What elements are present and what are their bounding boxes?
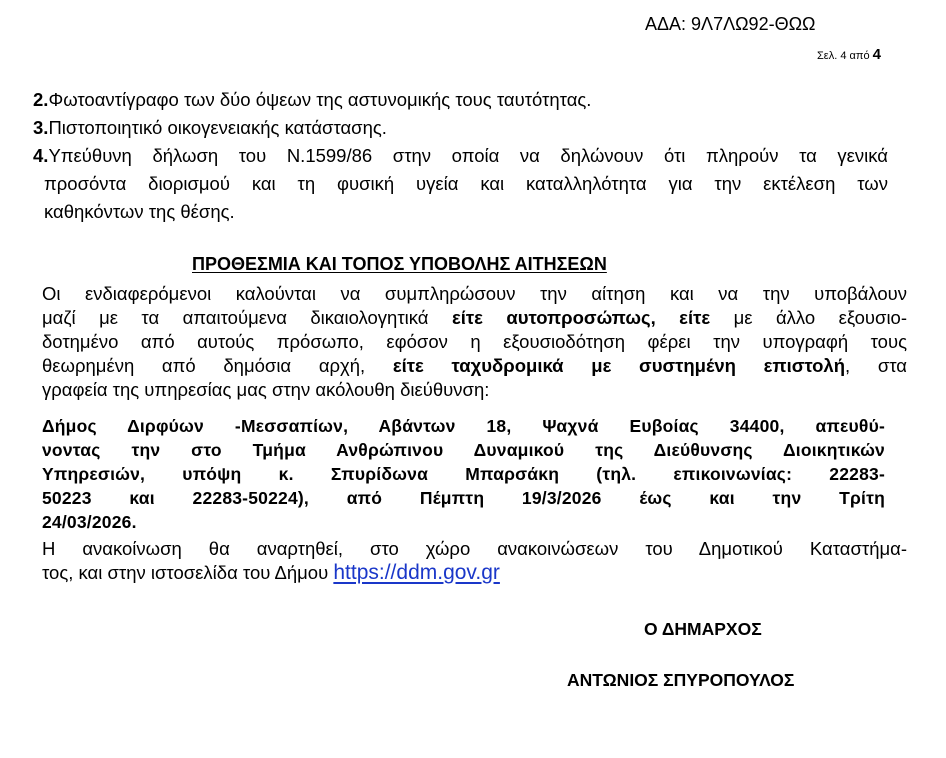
announcement-line: Η ανακοίνωση θα αναρτηθεί, στο χώρο ανακοινώσεων του Δημοτικού Καταστήμα- [42, 538, 907, 559]
submission-text: με άλλο εξουσιο- [710, 307, 908, 328]
municipality-website-link[interactable]: https://ddm.gov.gr [333, 561, 500, 584]
announcement-line [42, 561, 907, 585]
requirement-text: Φωτοαντίγραφο των δύο όψεων της αστυνομικής τους ταυτότητας. [48, 89, 592, 110]
page-number [817, 46, 881, 63]
address-line: νοντας την στο Τμήμα Ανθρώπινου Δυναμικού της Διεύθυνσης Διοικητικών [42, 440, 885, 460]
submission-line [42, 354, 907, 378]
section-heading: ΠΡΟΘΕΣΜΙΑ ΚΑΙ ΤΟΠΟΣ ΥΠΟΒΟΛΗΣ ΑΙΤΗΣΕΩΝ [192, 254, 607, 274]
submission-text: θεωρημένη από δημόσια αρχή, [42, 355, 393, 376]
requirement-text-line: καθηκόντων της θέσης. [44, 201, 235, 222]
page-label: Σελ. 4 από [817, 50, 873, 62]
requirement-text: Υπεύθυνη δήλωση του Ν.1599/86 στην οποία να δηλώνουν ότι πληρούν τα γενικά [48, 145, 888, 166]
requirement-number: 4. [33, 145, 49, 166]
signature-name: ΑΝΤΩΝΙΟΣ ΣΠΥΡΟΠΟΥΛΟΣ [567, 670, 795, 690]
submission-emphasis: είτε ταχυδρομικά με συστημένη επιστολή [392, 355, 845, 376]
submission-line: δοτημένο από αυτούς πρόσωπο, εφόσον η εξουσιοδότηση φέρει την υπογραφή τους [42, 331, 907, 352]
requirement-item-4 [33, 143, 888, 168]
submission-text: , στα [845, 355, 907, 376]
signature-title: Ο ΔΗΜΑΡΧΟΣ [644, 619, 762, 639]
page-total: 4 [872, 46, 881, 63]
requirement-text-line: προσόντα διορισμού και τη φυσική υγεία και καταλληλότητα για την εκτέλεση των [44, 173, 888, 194]
submission-emphasis: είτε αυτοπροσώπως, είτε [451, 307, 711, 328]
submission-line: Οι ενδιαφερόμενοι καλούνται να συμπληρώσουν την αίτηση και να την υποβάλουν [42, 283, 907, 304]
submission-line [42, 306, 907, 330]
requirement-text: Πιστοποιητικό οικογενειακής κατάστασης. [48, 117, 387, 138]
requirement-item-2 [33, 87, 591, 112]
document-ada-code: ΑΔΑ: 9Λ7ΛΩ92-ΘΩΩ [645, 14, 816, 34]
address-line: 50223 και 22283-50224), από Πέμπτη 19/3/2026 έως και την Τρίτη [42, 488, 885, 508]
requirement-number: 3. [33, 117, 49, 138]
requirement-item-3 [33, 115, 387, 140]
address-line: Δήμος Διρφύων -Μεσσαπίων, Αβάντων 18, Ψαχνά Ευβοίας 34400, απευθύ- [42, 416, 885, 436]
announcement-text: τος, και στην ιστοσελίδα του Δήμου [42, 562, 334, 583]
submission-text: μαζί με τα απαιτούμενα δικαιολογητικά [42, 307, 452, 328]
requirement-number: 2. [33, 89, 49, 110]
address-line: 24/03/2026. [42, 512, 137, 532]
address-line: Υπηρεσιών, υπόψη κ. Σπυρίδωνα Μπαρσάκη (τηλ. επικοινωνίας: 22283- [42, 464, 885, 484]
submission-line: γραφεία της υπηρεσίας μας στην ακόλουθη διεύθυνση: [42, 379, 490, 400]
